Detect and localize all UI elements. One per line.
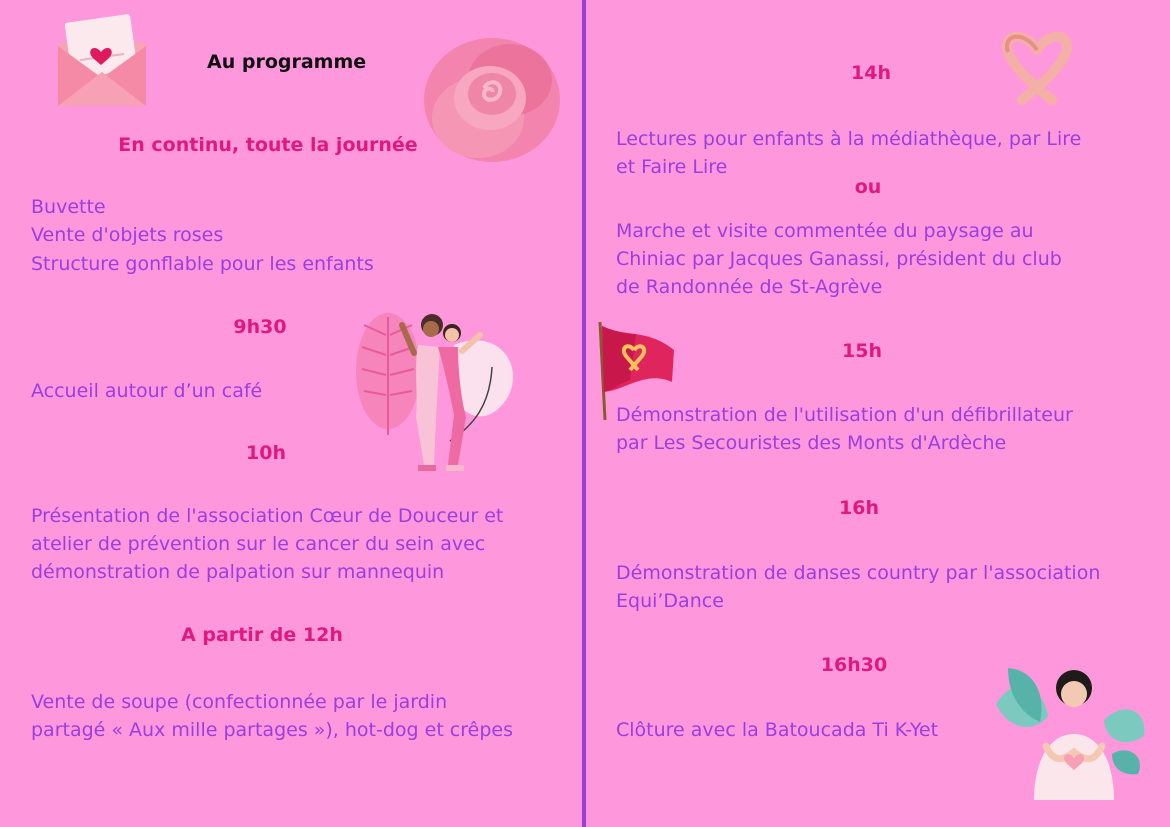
event-1500-line: Démonstration de l'utilisation d'un défibrillateur <box>616 404 1073 426</box>
event-1630: Clôture avec la Batoucada Ti K-Yet <box>616 719 939 741</box>
event-1000-line: démonstration de palpation sur mannequin <box>31 561 445 583</box>
event-1600-line: Démonstration de danses country par l'association <box>616 562 1101 584</box>
or-separator: ou <box>854 176 882 198</box>
event-1400b-line: de Randonnée de St-Agrève <box>616 276 883 298</box>
envelope-heart-icon <box>52 12 152 112</box>
page-title: Au programme <box>207 51 367 73</box>
event-1400b-line: Chiniac par Jacques Ganassi, président du club <box>616 248 1062 270</box>
event-1000-line: atelier de prévention sur le cancer du sein avec <box>31 533 486 555</box>
event-1200-line: Vente de soupe (confectionnée par le jardin <box>31 691 448 713</box>
event-1400b-line: Marche et visite commentée du paysage au <box>616 220 1034 242</box>
continuous-item: Buvette <box>31 196 106 218</box>
time-1200: A partir de 12h <box>181 624 343 646</box>
women-illustration-icon <box>354 305 520 477</box>
event-1200-line: partagé « Aux mille partages »), hot-dog et crêpes <box>31 719 513 741</box>
woman-heart-hands-icon <box>994 664 1148 800</box>
time-1600: 16h <box>839 497 879 519</box>
continuous-heading: En continu, toute la journée <box>118 134 418 156</box>
column-divider <box>582 0 586 827</box>
time-1000: 10h <box>246 442 286 464</box>
event-1000-line: Présentation de l'association Cœur de Douceur et <box>31 505 504 527</box>
time-0930: 9h30 <box>233 316 287 338</box>
rose-icon <box>418 28 566 168</box>
pink-ribbon-icon <box>1000 20 1074 106</box>
time-1500: 15h <box>842 340 882 362</box>
event-0930: Accueil autour d’un café <box>31 380 263 402</box>
event-1500-line: par Les Secouristes des Monts d'Ardèche <box>616 432 1007 454</box>
continuous-item: Vente d'objets roses <box>31 224 224 246</box>
time-1400: 14h <box>851 62 891 84</box>
event-1400a-line: et Faire Lire <box>616 156 728 178</box>
continuous-item: Structure gonflable pour les enfants <box>31 253 374 275</box>
event-1400a-line: Lectures pour enfants à la médiathèque, par Lire <box>616 128 1082 150</box>
time-1630: 16h30 <box>820 654 888 676</box>
event-1600-line: Equi’Dance <box>616 590 724 612</box>
